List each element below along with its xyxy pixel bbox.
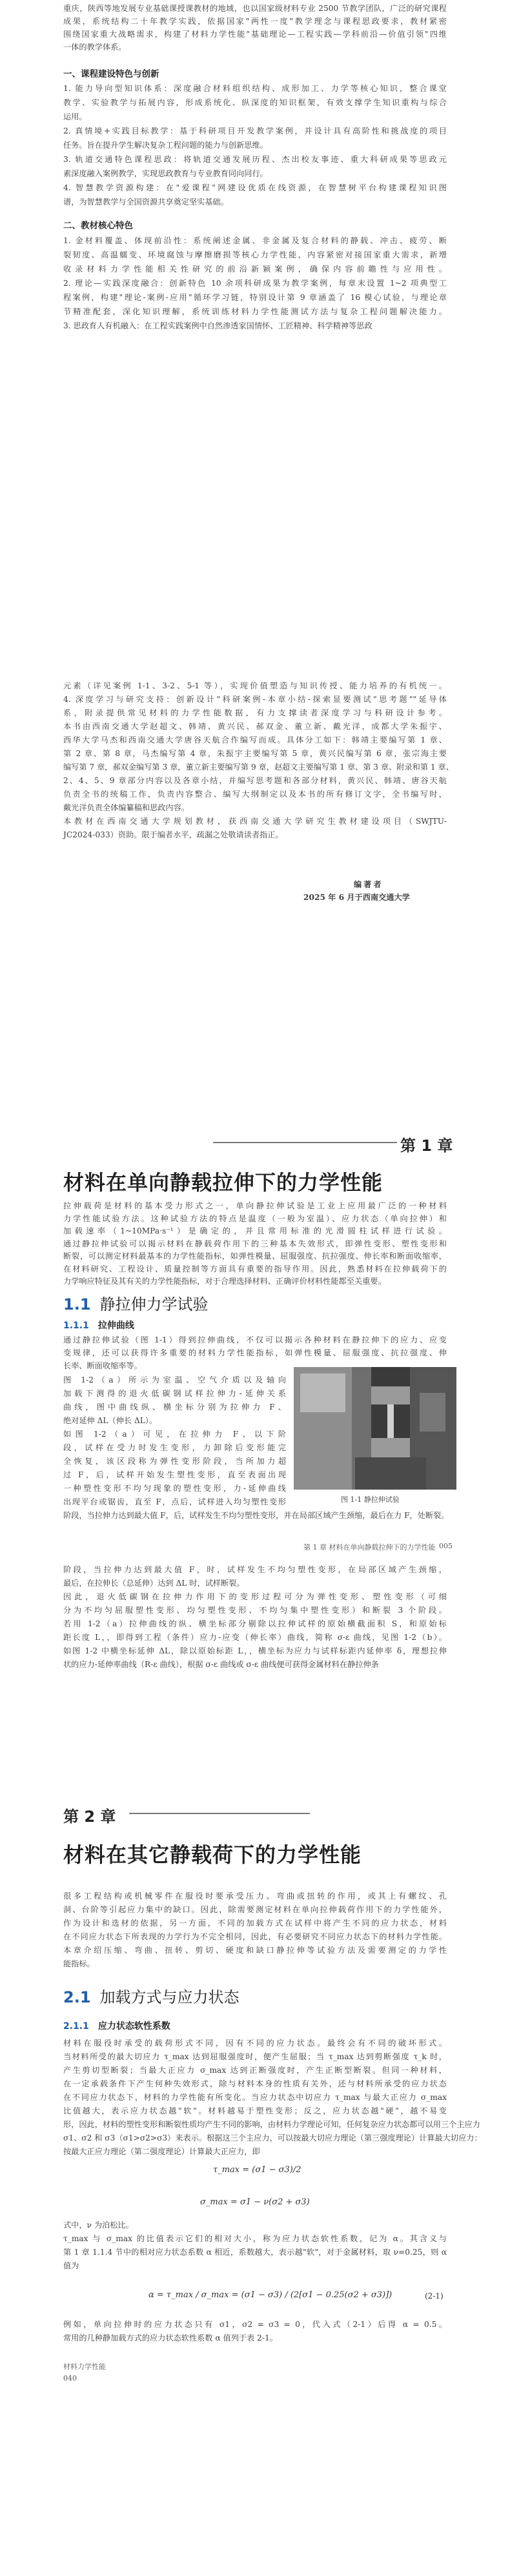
chapter2-footer-text: 材料力学性能 — [63, 2362, 106, 2371]
equation-tau-max: τ_max = (σ1 − σ3)/2 — [213, 2165, 301, 2175]
text-line: 运用。 — [63, 112, 87, 121]
text-line: 距长度 L，，即得到工程（条件）应力-应变（伸长率）曲线，简称 σ-ε 曲线，见图 1-2（b）。 — [63, 1633, 447, 1642]
text-line: 戴光洋负责全体编纂稿和思政内容。 — [63, 803, 189, 812]
text-line: 分为不均匀屈服塑性变形、均匀塑性变形、不均匀集中塑性变形）和断裂 3 个阶段。 — [63, 1606, 447, 1615]
text-line: 2. 理论—实践深度融合：创新特色 10 余项科研成果为教学案例，每章末设置 1~2 项典型工 — [63, 279, 447, 288]
text-line: 1. 金材料覆盖、体现前沿性：系统阐述金属、非金属及复合材料的静载、冲击、疲劳、断 — [63, 236, 447, 245]
text-line: 过 F，后，试样开始发生塑性变形，直至表面出现 — [63, 1470, 286, 1479]
text-line: 元素（详见案例 1-1、3-2、5-1 等），实现价值塑造与知识传授、能力培养的有机统一。 — [63, 681, 447, 690]
text-line: 程案例，构建"理论-案例-应用"循环学习链，特别设计第 9 章涵盖了 16 模心试验，与理论章 — [63, 293, 447, 302]
text-line: 1. 能力导向型知识体系：深度融合材料组织结构、成形加工、力学等核心知识，整合课堂 — [63, 84, 447, 93]
text-line: 变规律，还可以获得许多重要的材料力学性能指标，如弹性模量、屈服强度、抗拉强度、伸 — [63, 1348, 447, 1357]
text-line: 能指标。 — [63, 1959, 95, 1968]
text-line: 通过静拉伸试验（图 1-1）得到拉伸曲线，不仅可以揭示各种材料在静拉伸下的应力、应变 — [63, 1335, 447, 1344]
chapter1-label: 第 1 章 — [400, 1137, 453, 1155]
preface-section2-title: 二、教材核心特色 — [63, 221, 133, 231]
text-line: 在材料研究、工程设计、质量控制等方面具有重要的指导作用。因此，熟悉材料在拉伸载荷下的 — [63, 1264, 447, 1273]
chapter1-continuation — [0, 1561, 510, 1677]
text-line: 力学响应特征及其有关的力学性能指标，对于合理选择材料、正确评价材料性能都至关重要。 — [63, 1277, 386, 1286]
text-line: 绝对延伸 ΔL（伸长 ΔL）。 — [63, 1416, 158, 1425]
text-line: 西华大学马杰和西南交通大学唐谷天航合作编写而成。具体分工如下：韩靖主要编写第 1 章、 — [63, 735, 447, 744]
text-line: 本书由西南交通大学赵超文、韩靖、黄兴民、郝双金、董立新、戴光洋，成都大学朱振宇、 — [63, 722, 447, 731]
text-line: 成果，系统结构二十年教学实践，依据国家"两性一度"教学理念与课程思政要求，教材紧密 — [63, 17, 447, 26]
text-line: 加载下测得的退火低碳钢试样拉伸力-延伸关系 — [63, 1389, 286, 1398]
equation-2-1-number: (2-1) — [425, 2291, 444, 2301]
text-line: 阶段，当拉伸力达到最大值 F，后，试样发生不均匀塑性变形，并在局部区域产生颈缩，最后在力 F，处断裂。 — [63, 1511, 449, 1520]
chapter2-header-rule — [129, 1813, 310, 1814]
chapter2-page — [0, 1781, 510, 2576]
text-line: 素深度融入案例教学，实现思政教育与专业教育同向同行。 — [63, 169, 268, 178]
text-line: 力学性能试验方法。这种试验方法的特点是温度（一般为室温）、应力状态（单向拉伸）和 — [63, 1213, 447, 1223]
text-line: 任务。旨在提升学生解决复杂工程问题的能力与创新思维。 — [63, 141, 268, 150]
text-line: 系，附录提供常见材料的力学性能数据，有力支撑读者深度学习与科研设计参考。 — [63, 708, 447, 717]
text-line: 本章介绍压缩、弯曲、扭转、剪切、硬度和缺口静拉伸等试验方法及需要测定的力学性 — [63, 1946, 447, 1955]
chapter2-title: 材料在其它静载荷下的力学性能 — [63, 1842, 362, 1867]
chapter1-footer-text: 第 1 章 材料在单向静载拉伸下的力学性能 — [303, 1543, 436, 1552]
text-line: 全恢复，该区段称为弹性变形阶段，当所加力超 — [63, 1457, 286, 1466]
text-line: 2、4、5、9 章部分内容以及各章小结，并编写思考题和各部分材料，黄兴民、韩靖、唐谷天航 — [63, 776, 447, 785]
figure-1-1-caption: 图 1-1 静拉伸试验 — [341, 1495, 400, 1504]
text-line: 在一定承载条件下产生何种失效形式，除与材料本身的性质有关外，还与材料所承受的应力状态 — [63, 2079, 447, 2088]
text-line: 负责全书的统稿工作，负责内容整合、编写大纲制定以及本书的所有修订文字，全书编写时， — [63, 790, 447, 799]
text-line: 3. 思政育人有机融入：在工程实践案例中自然渗透家国情怀、工匠精神、科学精神等思政 — [63, 321, 372, 330]
text-line: 通过静拉伸试验可以揭示材料在静载荷作用下的三种基本失效形式，即弹性变形、塑性变形和 — [63, 1239, 447, 1248]
chapter2-section-title: 加载方式与应力状态 — [99, 1988, 240, 2006]
text-line: 3. 轨道交通特色课程思政：将轨道交通发展历程、杰出校友事迹、重大科研成果等思政元 — [63, 155, 447, 164]
equation-softness-coefficient: α = τ_max / σ_max = (σ1 − σ3) / (2[σ1 − 0.25(σ2 + σ3)]) — [148, 2290, 393, 2300]
text-line: 谱，为智慧教学与全国资源共享奠定坚实基础。 — [63, 197, 229, 206]
chapter2-subsection-title: 应力状态软性系数 — [97, 2021, 170, 2032]
chapter2-page-number: 040 — [63, 2374, 77, 2382]
chapter1-section-heading — [63, 1292, 209, 1314]
text-line: 式中，ν 为泊松比。 — [63, 2221, 134, 2230]
text-line: 第 1 章 1.1.4 节中的相对应力状态系数 α 相近，系数越大，表示越"软"，对于金属材料，取 ν=0.25，则 α — [63, 2248, 447, 2257]
text-line: 产生剪切型断裂；当最大正应力 σ_max 达到正断强度时，产生正断型断裂。但同一种材料， — [63, 2066, 447, 2075]
text-line: 第 2 章、第 8 章，马杰编写第 4 章，朱振宇主要编写第 5 章，黄兴民编写第 6 章，张宗海主要 — [63, 749, 447, 758]
chapter1-subsection-heading — [63, 1319, 134, 1332]
text-line: 4. 智慧教学资源构建：在"爱课程"网建设优质在线资源，在智慧树平台构建课程知识图 — [63, 183, 447, 192]
text-line: 拉伸载荷是材料的基本受力形式之一，单向静拉伸试验是工业上应用最广泛的一种材料 — [63, 1201, 447, 1210]
text-line: 例如，单向拉伸时的应力状态只有 σ1，σ2 = σ3 = 0，代入式（2-1）后得 α = 0.5。 — [63, 2320, 447, 2329]
chapter1-header-rule — [213, 1142, 397, 1143]
text-line: 围绕国家重大战略需求，构建了材料力学性能"基础理论—工程实践—学科前沿—价值引领"四维 — [63, 30, 447, 39]
text-line: 最后，在拉伸长（总延伸）达到 ΔL 时，试样断裂。 — [63, 1579, 245, 1588]
text-line: 出现平台或锯齿，直至 F，点后，试样进入均匀塑性变形 — [63, 1497, 286, 1506]
text-line: 如图 1-2 中横坐标延伸 ΔL，除以原始标距 L，，横坐标为应力与试样标距内延伸率 δ，理想拉伸 — [63, 1646, 447, 1655]
chapter1-title: 材料在单向静载拉伸下的力学性能 — [63, 1170, 383, 1195]
text-line: 曲线，图中曲线纵、横坐标分别为拉伸力 F、 — [63, 1403, 286, 1412]
text-line: 重庆，陕西等地发展专业基础课授课教材的地域，也以国家级材料专业 2500 节教学团队，广泛的研究课程 — [63, 4, 447, 13]
text-line: 4. 深度学习与研究支持：创新设计"科研案例-本章小结-探索显要测试"思考题""延导体 — [63, 695, 447, 704]
text-line: 比值越大，表示应力状态越"软"。材料越易于塑性变形；反之，应力状态越"硬"，越不易变 — [63, 2106, 447, 2115]
preface-page — [0, 0, 510, 645]
preface-signature-date: 2025 年 6 月于西南交通大学 — [303, 893, 410, 902]
text-line: 教学、实验教学与拓展内容，形成系统化、纵深度的知识框架，有效支撑学生知识重构与综合 — [63, 98, 447, 107]
text-line: 如图 1-2（a）可见，在拉伸力 F、以下阶 — [63, 1430, 286, 1439]
chapter2-section-heading — [63, 1984, 240, 2007]
chapter1-section-number: 1.1 — [63, 1295, 91, 1313]
text-line: 收录材料力学性能相关性研究的前沿新颖案例，确保内容前瞻性与应用性。 — [63, 265, 447, 274]
text-line: 节精准配套，深化知识理解，系统训练材料力学性能测试方法与复杂工程问题解决能力。 — [63, 307, 447, 316]
equation-sigma-max: σ_max = σ1 − ν(σ2 + σ3) — [200, 2197, 310, 2207]
text-line: JC2024-033）资助。限于编者水平，疏漏之处敬请读者指正。 — [63, 830, 283, 839]
text-line: 在不同应力状态下，材料的力学性能有所变化。当应力状态中切应力 τ_max 与最大正应力 σ_max — [63, 2093, 447, 2102]
text-line: 洞、台阶等引起应力集中的缺口。因此，除需要测定材料在单向拉伸载荷作用下的力学性能外， — [63, 1905, 447, 1914]
chapter2-subsection-heading — [63, 2019, 170, 2032]
text-line: 长率、断面收缩率等。 — [63, 1361, 142, 1370]
text-line: 状的应力-延伸率曲线（R-ε 曲线），根据 σ-ε 曲线或 σ-ε 曲线便可获得金属材料在静拉伸条 — [63, 1660, 379, 1669]
tensile-test-figure — [294, 1367, 456, 1490]
text-line: 作为设计和选材的依据，另一方面，不同的加载方式在试样中将产生不同的应力状态，材料 — [63, 1919, 447, 1928]
chapter1-subsection-number: 1.1.1 — [63, 1321, 89, 1331]
text-line: 按最大正应力理论（第二强度理论）计算最大正应力，即 — [63, 2147, 260, 2156]
chapter1-section-title: 静拉伸力学试验 — [99, 1295, 209, 1313]
text-line: 编写第 7 章，郝双金编写第 3 章，董立新主要编写第 9 章，赵超文主要编写第 1 章、第 3 章、附录和第 1 章、 — [63, 763, 454, 772]
text-line: 若用 1-2（a）拉伸曲线的纵、横坐标部分剔除以拉伸试样的原始横截面积 S，和原始标 — [63, 1619, 447, 1628]
chapter1-page — [0, 1116, 510, 1561]
preface-section1-title: 一、课程建设特色与创新 — [63, 69, 159, 79]
text-line: 因此，退火低碳钢在拉伸力作用下的变形过程可分为弹性变形、塑性变形（可细 — [63, 1592, 447, 1601]
text-line: τ_max 与 σ_max 的比值表示它们的相对大小，称为应力状态软性系数，记为 α。其含义与 — [63, 2234, 447, 2243]
text-line: 值为 — [63, 2261, 79, 2270]
text-line: 一种塑性变形不均匀现象的塑性变形，力-延伸曲线 — [63, 1484, 286, 1493]
text-line: 2. 真情境+实践目标教学：基于科研项目开发教学案例，并设计具有高阶性和挑战度的项目 — [63, 126, 447, 135]
text-line: 一体的教学体系。 — [63, 43, 127, 52]
text-line: 当材料所受的最大切应力 τ_max 达到屈服强度时，便产生屈服；当 τ_max 达到剪断强度 τ_k 时， — [63, 2052, 447, 2061]
tensile-machine-photo — [294, 1367, 456, 1490]
page-gap — [0, 645, 510, 664]
chapter2-subsection-number: 2.1.1 — [63, 2021, 89, 2032]
text-line: 很多工程结构或机械零件在服役时要承受压力、弯曲或扭转的作用，或其上有螺纹、孔 — [63, 1892, 447, 1901]
text-line: 段，试样在受力时发生变形，力卸除后变形能完 — [63, 1443, 286, 1452]
chapter2-section-number: 2.1 — [63, 1988, 91, 2006]
text-line: 形，因此，材料的塑性变形和断裂性质均产生不同的影响，由材料力学理论可知，任何复杂应力状态都可以用三个主应力 — [63, 2120, 480, 2129]
text-line: 图 1-2（a）所示为室温、空气介质以及轴向 — [63, 1375, 286, 1384]
text-line: 阶段，当拉伸力达到最大值 F，时，试样发生不均匀塑性变形，在局部区域产生颈缩， — [63, 1565, 447, 1574]
text-line: 裂韧度、高温蠕变、环境腐蚀与摩擦磨损等核心力学性能，内容紧密对接国家重大需求，新增 — [63, 250, 447, 259]
text-line: 材料在服役时承受的载荷形式不同，因有不同的应力状态。最终会有不同的破坏形式。 — [63, 2039, 447, 2048]
preface-continuation-page — [0, 671, 510, 929]
text-line: 常用的几种静加载方式的应力状态软性系数 α 值列于表 2-1。 — [63, 2333, 278, 2342]
chapter1-page-number: 005 — [439, 1542, 453, 1550]
text-line: 在不同应力状态下所表现的力学行为不完全相同，因此，有必要研究不同应力状态下的材料力学性能。 — [63, 1932, 447, 1941]
text-line: 加载速率（1~10MPa·s⁻¹）是确定的，并且常用标准的光滑圆柱试样进行试验。 — [63, 1226, 447, 1235]
chapter1-subsection-title: 拉伸曲线 — [97, 1321, 134, 1331]
text-line: 本教材在西南交通大学规划教材，获西南交通大学研究生教材建设项目（SWJTU- — [63, 817, 447, 826]
chapter2-label: 第 2 章 — [63, 1808, 116, 1826]
preface-signature-editor: 编著者 — [354, 880, 383, 889]
text-line: 断裂，可以测定材料最基本的力学性能指标，如弹性模量、屈服强度、抗拉强度、伸长率和断面收缩率， — [63, 1252, 447, 1261]
text-line: σ1、σ2 和 σ3（σ1>σ2>σ3）来表示。根据这三个主应力，可以按最大切应力理论（第三强度理论）计算最大切应力： — [63, 2133, 482, 2142]
